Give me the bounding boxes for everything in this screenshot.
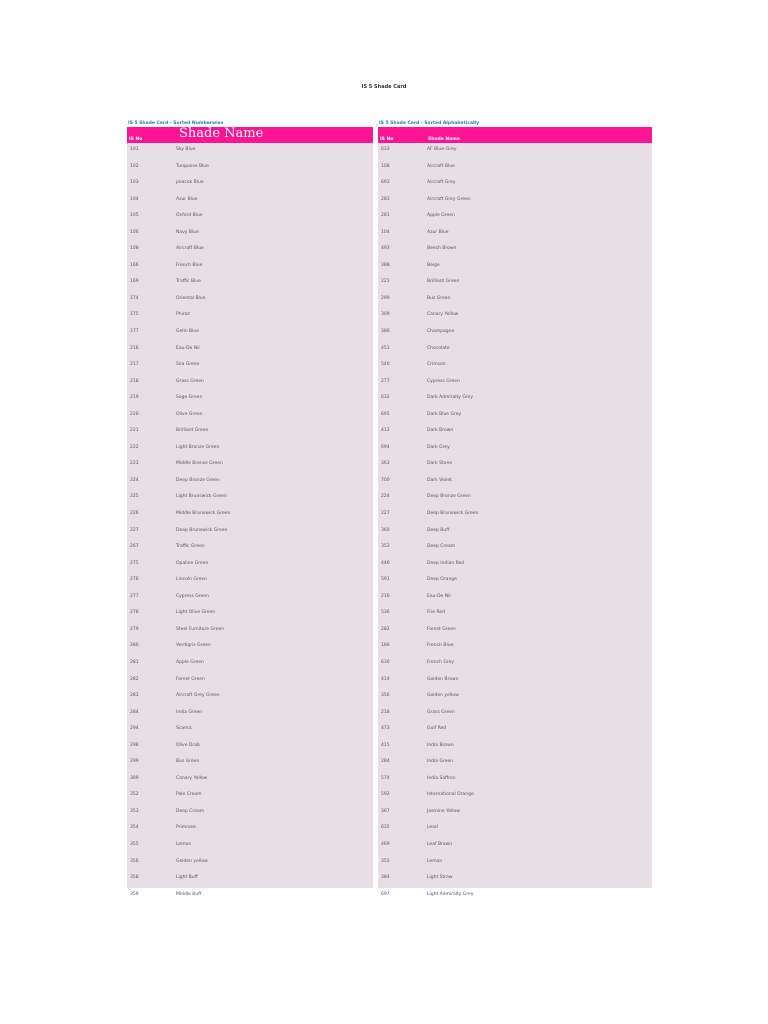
table-row (127, 639, 373, 656)
is-number-cell: 227 (381, 511, 390, 517)
is-number-cell: 101 (130, 147, 139, 152)
is-number-cell: 693 (381, 180, 390, 186)
is-number-cell: 281 (130, 659, 139, 665)
is-number-cell: 216 (130, 345, 139, 351)
shade-name-cell: Aircraft Grey Green (176, 693, 220, 699)
is-number-cell: 299 (130, 759, 139, 765)
is-number-cell: 277 (130, 593, 139, 599)
table-row (127, 821, 373, 838)
is-number-cell: 224 (130, 477, 139, 483)
table-row (127, 275, 373, 292)
shade-name-cell: Jasmine Yellow (427, 808, 460, 814)
alphabetical-header (378, 127, 652, 143)
table-row (378, 557, 652, 574)
shade-name-cell: Light Bronze Green (176, 444, 220, 450)
is-number-cell: 469 (381, 841, 390, 847)
is-number-cell: 367 (381, 808, 390, 814)
is-number-cell: 104 (130, 196, 139, 202)
table-row (127, 540, 373, 557)
shade-name-cell: Azur Blue (176, 196, 198, 202)
is-number-cell: 493 (381, 246, 390, 252)
table-row (378, 308, 652, 325)
is-number-cell: 280 (130, 643, 139, 649)
table-row (127, 557, 373, 574)
shade-name-cell: French Blue (176, 262, 203, 268)
shade-name-cell: Deep Buff (427, 527, 450, 533)
numberwise-table-body (127, 143, 373, 897)
table-row (378, 639, 652, 656)
table-row (378, 474, 652, 491)
numberwise-caption: IS 5 Shade Card - Sorted Numberwise (128, 121, 224, 126)
shade-name-cell: Eau-De Nil (427, 593, 451, 599)
header-shade-name: Shade Name (428, 137, 460, 142)
shade-name-cell: Forest Green (427, 626, 456, 632)
is-number-cell: 473 (381, 726, 390, 732)
shade-name-cell: Eau-De Nil (176, 345, 200, 351)
shade-name-cell: Canary Yellow (176, 775, 208, 781)
shade-name-cell: Dark Admiralty Grey (427, 395, 473, 401)
table-row (378, 590, 652, 607)
table-row (127, 342, 373, 359)
is-number-cell: 353 (130, 808, 139, 814)
shade-name-cell: Lemon (176, 841, 192, 847)
shade-name-cell: Traffic Blue (176, 279, 201, 285)
table-row (378, 706, 652, 723)
table-row (127, 623, 373, 640)
alphabetical-caption: IS 5 Shade Card - Sorted Alphabetically (379, 121, 479, 126)
shade-name-cell: Gulf Red (427, 726, 447, 732)
shade-name-cell: Middle Buff (176, 891, 202, 897)
is-number-cell: 267 (130, 544, 139, 550)
is-number-cell: 219 (130, 395, 139, 401)
shade-name-cell: Deep Cream (176, 808, 205, 814)
table-row (127, 358, 373, 375)
is-number-cell: 354 (130, 825, 139, 831)
table-row (378, 673, 652, 690)
table-row (378, 259, 652, 276)
shade-name-cell: Sky Blue (176, 147, 196, 152)
header-is-no: IS No (129, 137, 143, 142)
alphabetical-table-body (378, 143, 652, 897)
numberwise-panel (127, 121, 373, 897)
is-number-cell: 451 (381, 345, 390, 351)
shade-name-cell: Phiroz (176, 312, 190, 318)
is-number-cell: 388 (381, 262, 390, 268)
shade-name-cell: Brilliant Green (176, 428, 209, 434)
is-number-cell: 697 (381, 891, 390, 897)
is-number-cell: 103 (130, 180, 139, 186)
table-row (127, 855, 373, 872)
is-number-cell: 102 (130, 163, 139, 169)
shade-name-cell: Olive Green (176, 411, 203, 417)
table-row (378, 325, 652, 342)
table-row (127, 656, 373, 673)
shade-name-cell: Grass Green (427, 709, 455, 715)
table-row (378, 275, 652, 292)
table-row (378, 143, 652, 160)
shade-name-cell: Dark Blue Grey (427, 411, 462, 417)
shade-name-cell: Beige (427, 262, 440, 268)
shade-name-cell: Oxford Blue (176, 213, 203, 219)
table-row (378, 573, 652, 590)
is-number-cell: 355 (381, 858, 390, 864)
table-row (127, 242, 373, 259)
table-row (378, 871, 652, 888)
shade-name-cell: Olive Drab (176, 742, 200, 748)
shade-name-cell: Middle Brunswick Green (176, 511, 231, 517)
shade-name-cell: Pale Cream (176, 792, 202, 798)
table-row (127, 689, 373, 706)
is-number-cell: 278 (130, 610, 139, 616)
table-row (378, 391, 652, 408)
table-row (378, 424, 652, 441)
table-row (127, 507, 373, 524)
table-row (127, 573, 373, 590)
is-number-cell: 283 (381, 196, 390, 202)
table-row (127, 524, 373, 541)
is-number-cell: 174 (130, 295, 139, 301)
is-number-cell: 384 (381, 875, 390, 881)
is-number-cell: 222 (130, 444, 139, 450)
table-row (127, 176, 373, 193)
table-row (378, 441, 652, 458)
table-row (378, 689, 652, 706)
shade-name-cell: Crimson (427, 362, 446, 368)
shade-name-cell: Opaline Green (176, 560, 209, 566)
is-number-cell: 281 (381, 213, 390, 219)
shade-name-cell: Cypress Green (427, 378, 460, 384)
numberwise-header (127, 127, 373, 143)
is-number-cell: 166 (130, 262, 139, 268)
is-number-cell: 356 (381, 693, 390, 699)
is-number-cell: 224 (381, 494, 390, 500)
shade-name-cell: Dark Violet (427, 477, 452, 483)
is-number-cell: 277 (381, 378, 390, 384)
is-number-cell: 282 (381, 626, 390, 632)
shade-name-cell: Light Olive Green (176, 610, 216, 616)
table-row (127, 441, 373, 458)
is-number-cell: 536 (381, 610, 390, 616)
is-number-cell: 177 (130, 329, 139, 335)
is-number-cell: 298 (130, 742, 139, 748)
table-row (127, 888, 373, 905)
shade-name-cell: Light Brunswick Green (176, 494, 227, 500)
shade-name-cell: Dark Stone (427, 461, 453, 467)
table-row (127, 143, 373, 160)
is-number-cell: 104 (381, 229, 390, 235)
shade-name-cell: Traffic Green (176, 544, 205, 550)
shade-name-cell: Deep Orange (427, 577, 457, 583)
table-row (127, 706, 373, 723)
is-number-cell: 169 (130, 279, 139, 285)
table-row (378, 408, 652, 425)
table-row (378, 242, 652, 259)
table-row (127, 308, 373, 325)
table-row (127, 755, 373, 772)
shade-name-cell: Middle Bronze Green (176, 461, 223, 467)
table-row (127, 160, 373, 177)
shade-name-cell: Deep Brunswick Green (427, 511, 479, 517)
shade-name-cell: Forest Green (176, 676, 205, 682)
table-row (378, 507, 652, 524)
is-number-cell: 226 (130, 511, 139, 517)
shade-name-cell: Golden Brown (427, 676, 459, 682)
table-row (378, 606, 652, 623)
shade-name-cell: Deep Indian Red (427, 560, 465, 566)
table-row (378, 788, 652, 805)
shade-name-cell: India Green (176, 709, 203, 715)
header-is-no: IS No (380, 137, 394, 142)
table-row (127, 871, 373, 888)
table-row (378, 722, 652, 739)
is-number-cell: 108 (130, 246, 139, 252)
is-number-cell: 216 (381, 593, 390, 599)
table-row (127, 424, 373, 441)
is-number-cell: 309 (381, 312, 390, 318)
shade-name-cell: Lead (427, 825, 438, 831)
shade-name-cell: Light Admiralty Grey (427, 891, 474, 897)
table-row (378, 160, 652, 177)
is-number-cell: 591 (381, 577, 390, 583)
shade-name-cell: Lincoln Green (176, 577, 207, 583)
shade-name-cell: Bus Green (427, 295, 451, 301)
table-row (378, 755, 652, 772)
table-row (127, 408, 373, 425)
is-number-cell: 632 (381, 395, 390, 401)
table-row (378, 490, 652, 507)
is-number-cell: 414 (381, 676, 390, 682)
is-number-cell: 294 (130, 726, 139, 732)
table-row (127, 375, 373, 392)
table-row (378, 193, 652, 210)
is-number-cell: 412 (381, 428, 390, 434)
shade-name-cell: Dark Grey (427, 444, 450, 450)
table-row (378, 524, 652, 541)
shade-name-cell: Aircraft Blue (427, 163, 455, 169)
is-number-cell: 217 (130, 362, 139, 368)
shade-name-cell: Gelin Blue (176, 329, 199, 335)
is-number-cell: 105 (130, 213, 139, 219)
shade-name-cell: AF Blue-Grey (427, 147, 457, 152)
table-row (127, 292, 373, 309)
table-row (127, 722, 373, 739)
table-row (127, 772, 373, 789)
table-row (127, 590, 373, 607)
shade-name-cell: Deep Cream (427, 544, 456, 550)
shade-name-cell: Light Straw (427, 875, 453, 881)
table-row (378, 358, 652, 375)
shade-name-cell: Canary Yellow (427, 312, 459, 318)
is-number-cell: 359 (130, 891, 139, 897)
shade-name-cell: Cypress Green (176, 593, 209, 599)
shade-name-cell: Lemon (427, 858, 443, 864)
shade-name-cell: India Saffron (427, 775, 456, 781)
table-row (378, 292, 652, 309)
table-row (127, 490, 373, 507)
shade-name-cell: Oriental Blue (176, 295, 206, 301)
table-row (127, 739, 373, 756)
shade-name-cell: Apple Green (427, 213, 455, 219)
is-number-cell: 386 (381, 329, 390, 335)
is-number-cell: 700 (381, 477, 390, 483)
table-row (378, 209, 652, 226)
shade-name-cell: French Blue (427, 643, 454, 649)
shade-name-cell: Scamic (176, 726, 193, 732)
table-row (127, 457, 373, 474)
is-number-cell: 353 (381, 544, 390, 550)
shade-name-cell: Sage Green (176, 395, 203, 401)
is-number-cell: 695 (381, 411, 390, 417)
is-number-cell: 166 (381, 643, 390, 649)
shade-name-cell: Navy Blue (176, 229, 199, 235)
shade-name-cell: Apple Green (176, 659, 204, 665)
shade-name-cell: Bus Green (176, 759, 200, 765)
is-number-cell: 358 (130, 875, 139, 881)
table-row (127, 474, 373, 491)
is-number-cell: 352 (130, 792, 139, 798)
shade-name-cell: Leaf Brown (427, 841, 453, 847)
table-row (378, 739, 652, 756)
shade-name-cell: India Brown (427, 742, 454, 748)
is-number-cell: 106 (130, 229, 139, 235)
table-row (127, 805, 373, 822)
shade-name-cell: Aircraft Grey (427, 180, 456, 186)
shade-name-cell: peacok Blue (176, 180, 204, 186)
is-number-cell: 299 (381, 295, 390, 301)
table-row (127, 673, 373, 690)
is-number-cell: 360 (381, 527, 390, 533)
table-row (378, 838, 652, 855)
is-number-cell: 630 (381, 659, 390, 665)
shade-name-cell: Chocolate (427, 345, 450, 351)
is-number-cell: 221 (130, 428, 139, 434)
is-number-cell: 279 (130, 626, 139, 632)
is-number-cell: 309 (130, 775, 139, 781)
is-number-cell: 223 (130, 461, 139, 467)
shade-name-cell: Deep Brunswick Green (176, 527, 228, 533)
is-number-cell: 221 (381, 279, 390, 285)
page-title: IS 5 Shade Card (361, 84, 407, 90)
shade-name-cell: Turquoise Blue (176, 163, 209, 169)
table-row (378, 855, 652, 872)
table-row (127, 226, 373, 243)
is-number-cell: 694 (381, 444, 390, 450)
table-row (378, 888, 652, 905)
is-number-cell: 355 (130, 841, 139, 847)
is-number-cell: 282 (130, 676, 139, 682)
is-number-cell: 275 (130, 560, 139, 566)
shade-name-cell: French Grey (427, 659, 455, 665)
table-row (127, 193, 373, 210)
table-row (127, 209, 373, 226)
shade-name-cell: Brilliant Green (427, 279, 460, 285)
shade-name-cell: Beech Brown (427, 246, 457, 252)
is-number-cell: 284 (130, 709, 139, 715)
is-number-cell: 356 (130, 858, 139, 864)
is-number-cell: 415 (381, 742, 390, 748)
shade-name-cell: Aircraft Blue (176, 246, 204, 252)
table-row (378, 342, 652, 359)
is-number-cell: 225 (130, 494, 139, 500)
is-number-cell: 276 (130, 577, 139, 583)
is-number-cell: 284 (381, 759, 390, 765)
is-number-cell: 635 (381, 825, 390, 831)
shade-name-cell: Dark Brown (427, 428, 454, 434)
is-number-cell: 446 (381, 560, 390, 566)
shade-name-cell: Light Buff (176, 875, 198, 881)
table-row (378, 375, 652, 392)
table-row (378, 226, 652, 243)
table-row (127, 391, 373, 408)
shade-name-cell: Grass Green (176, 378, 204, 384)
is-number-cell: 574 (381, 775, 390, 781)
is-number-cell: 592 (381, 792, 390, 798)
shade-name-cell: Steel Furniture Green (176, 626, 225, 632)
is-number-cell: 227 (130, 527, 139, 533)
shade-name-cell: International Orange (427, 792, 474, 798)
is-number-cell: 175 (130, 312, 139, 318)
is-number-cell: 633 (381, 147, 390, 152)
shade-name-cell: Primrose (176, 825, 196, 831)
shade-name-cell: Golden yellow (427, 693, 459, 699)
is-number-cell: 218 (381, 709, 390, 715)
shade-name-cell: Sea Green (176, 362, 200, 368)
table-row (127, 325, 373, 342)
shade-name-cell: Deep Bronze Green (176, 477, 220, 483)
table-row (127, 606, 373, 623)
is-number-cell: 283 (130, 693, 139, 699)
table-row (127, 788, 373, 805)
table-row (378, 821, 652, 838)
table-row (378, 656, 652, 673)
table-row (127, 838, 373, 855)
shade-name-cell: India Green (427, 759, 454, 765)
table-row (378, 540, 652, 557)
shade-name-cell: Champagne (427, 329, 455, 335)
shade-name-cell: Golden yellow (176, 858, 208, 864)
table-row (127, 259, 373, 276)
header-shade-name: Shade Name (179, 126, 264, 141)
shade-name-cell: Deep Bronze Green (427, 494, 471, 500)
shade-name-cell: Verdigris Green (176, 643, 211, 649)
table-row (378, 772, 652, 789)
table-row (378, 623, 652, 640)
is-number-cell: 218 (130, 378, 139, 384)
shade-name-cell: Azur Blue (427, 229, 449, 235)
table-row (378, 805, 652, 822)
is-number-cell: 540 (381, 362, 390, 368)
shade-name-cell: Fire Red (427, 610, 446, 616)
alphabetical-panel (378, 121, 652, 897)
is-number-cell: 220 (130, 411, 139, 417)
shade-name-cell: Aircraft Grey Green (427, 196, 471, 202)
table-row (378, 176, 652, 193)
table-row (378, 457, 652, 474)
is-number-cell: 363 (381, 461, 390, 467)
is-number-cell: 108 (381, 163, 390, 169)
